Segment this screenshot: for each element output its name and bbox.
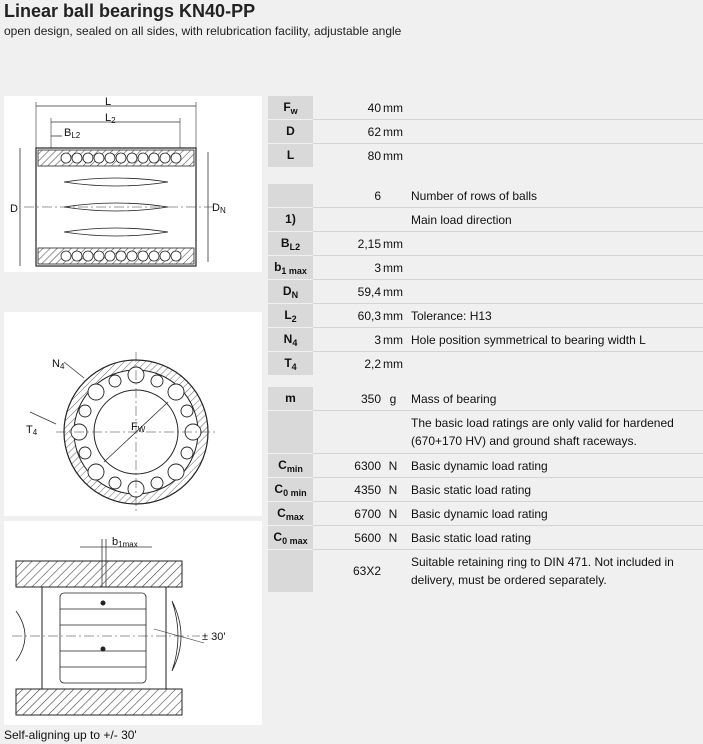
value-cell: 350 g <box>360 391 397 406</box>
dim-N4: N <box>52 358 60 370</box>
description-cell: Tolerance: H13 <box>411 308 492 323</box>
symbol-cell: $b_{1 max}$ <box>268 256 313 280</box>
description-cell <box>409 144 703 168</box>
table-row <box>268 280 703 304</box>
table-row <box>268 526 703 550</box>
value-cell: 60,3 mm <box>357 308 403 323</box>
table-row <box>268 550 703 593</box>
table-row <box>268 120 703 144</box>
svg-text:DN: DN <box>212 202 226 215</box>
symbol-cell: $D_N$ <box>268 280 313 304</box>
symbol-cell: $T_4$ <box>268 352 313 376</box>
symbol-cell <box>268 550 313 593</box>
description-cell: The basic load ratings are only valid for hardened (670+170 HV) and ground shaft raceways. <box>411 416 674 448</box>
svg-text:FW: FW <box>131 421 146 434</box>
description-cell: Basic dynamic load rating <box>411 458 548 473</box>
table-row <box>268 478 703 502</box>
symbol-cell: L <box>268 144 313 168</box>
symbol-cell: $C_{max}$ <box>268 502 313 526</box>
value-cell: 5600 N <box>354 530 398 545</box>
description-cell: Suitable retaining ring to DIN 471. Not included in delivery, must be ordered separately. <box>411 555 674 587</box>
dim-T4: T <box>26 424 33 436</box>
symbol-cell <box>268 184 313 208</box>
dim-b1max: b <box>112 536 119 548</box>
description-cell: Basic dynamic load rating <box>411 506 548 521</box>
description-cell <box>409 232 703 256</box>
symbol-cell: $L_2$ <box>268 304 313 328</box>
description-cell: Basic static load rating <box>411 530 532 545</box>
end-view-drawing <box>4 312 262 516</box>
description-cell <box>409 96 703 120</box>
spec-table-dimensions <box>268 96 703 168</box>
dim-L: L <box>105 96 112 108</box>
svg-text:b1max: b1max <box>112 536 138 549</box>
symbol-cell <box>268 411 313 454</box>
value-cell: 2,15 mm <box>357 236 403 251</box>
table-row <box>268 184 703 208</box>
table-row <box>268 502 703 526</box>
description-cell: Main load direction <box>411 212 512 227</box>
description-cell: Hole position symmetrical to bearing width L <box>411 332 646 347</box>
svg-text:N4: N4 <box>52 358 65 371</box>
table-row <box>268 208 703 232</box>
symbol-cell: $N_4$ <box>268 328 313 352</box>
description-cell <box>409 256 703 280</box>
description-cell <box>409 120 703 144</box>
svg-text:L2: L2 <box>105 112 116 125</box>
spec-table-ratings <box>268 387 703 593</box>
value-cell: 3 mm <box>374 332 403 347</box>
description-cell <box>409 280 703 304</box>
table-row <box>268 387 703 411</box>
description-cell: Basic static load rating <box>411 482 532 497</box>
symbol-cell: $B_{L2}$ <box>268 232 313 256</box>
table-row <box>268 96 703 120</box>
symbol-cell: m <box>268 387 313 411</box>
value-cell: 63X2 <box>352 564 381 578</box>
value-cell: 80 mm <box>367 148 403 163</box>
description-cell: Number of rows of balls <box>411 188 538 203</box>
svg-text:BL2: BL2 <box>64 127 81 140</box>
symbol-cell: D <box>268 120 313 144</box>
symbol-cell: $C_{0 max}$ <box>268 526 313 550</box>
dim-BL2: B <box>64 127 72 139</box>
value-cell: 6700 N <box>354 506 398 521</box>
dim-DN: D <box>212 202 220 214</box>
value-cell: 40 mm <box>367 100 403 115</box>
value-cell: 59,4 mm <box>357 284 403 299</box>
table-row <box>268 411 703 454</box>
symbol-cell: 1) <box>268 208 313 232</box>
value-cell: 4350 N <box>354 482 398 497</box>
value-cell: 6300 N <box>354 458 398 473</box>
dim-D: D <box>10 203 18 215</box>
section-drawing <box>4 96 262 272</box>
alignment-drawing <box>4 521 262 725</box>
symbol-cell: $C_{0 min}$ <box>268 478 313 502</box>
value-cell <box>313 411 409 454</box>
table-row <box>268 144 703 168</box>
description-cell <box>409 352 703 376</box>
spec-table-details <box>268 184 703 376</box>
page-title: Linear ball bearings KN40-PP <box>4 1 256 21</box>
svg-text:T4: T4 <box>26 424 38 437</box>
value-cell: 62 mm <box>367 124 403 139</box>
table-row <box>268 256 703 280</box>
value-cell <box>313 208 409 232</box>
alignment-caption: Self-aligning up to +/- 30' <box>4 728 137 742</box>
symbol-cell: $F_w$ <box>268 96 313 120</box>
table-row <box>268 352 703 376</box>
dim-L2: L <box>105 112 112 124</box>
value-cell: 3 mm <box>374 260 403 275</box>
table-row <box>268 454 703 478</box>
dim-Fw: F <box>131 421 138 433</box>
value-cell: 2,2 mm <box>364 356 403 371</box>
symbol-cell: $C_{min}$ <box>268 454 313 478</box>
table-row <box>268 328 703 352</box>
page-subtitle: open design, sealed on all sides, with relubrication facility, adjustable angle <box>4 24 402 38</box>
value-cell: 6 <box>374 188 381 203</box>
description-cell: Mass of bearing <box>411 391 497 406</box>
table-row <box>268 304 703 328</box>
dim-angle: ± 30' <box>202 631 226 643</box>
table-row <box>268 232 703 256</box>
